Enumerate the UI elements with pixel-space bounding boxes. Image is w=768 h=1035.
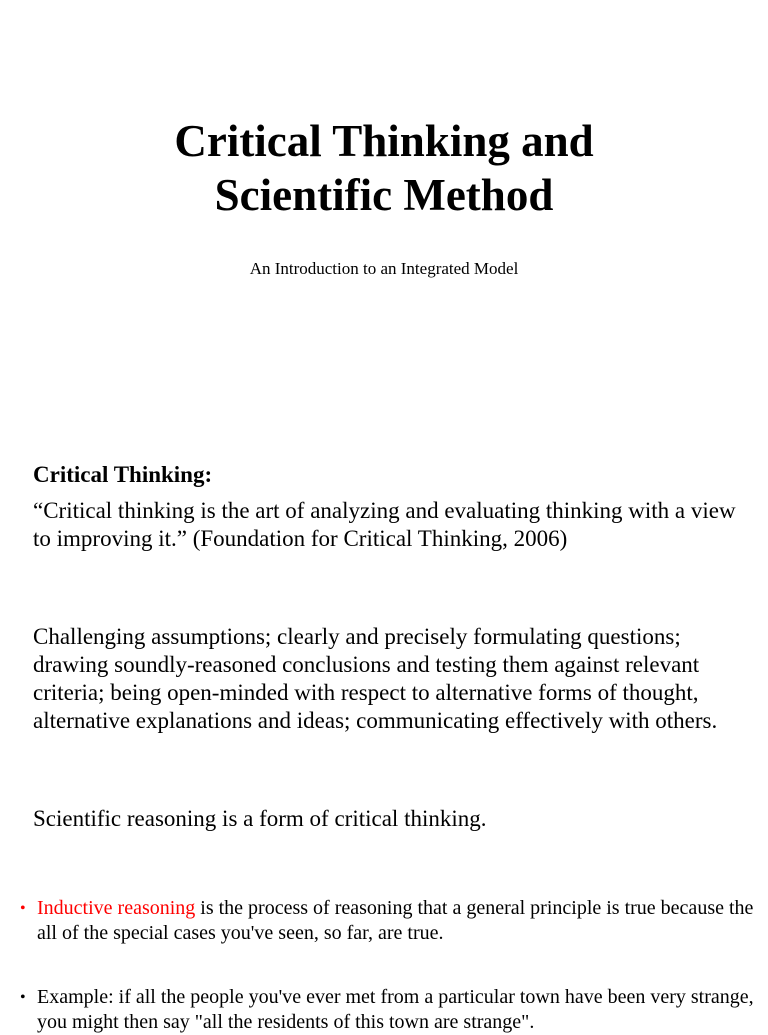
page-title <box>0 114 768 222</box>
bullet-text <box>37 896 760 946</box>
scientific-reasoning-statement: Scientific reasoning is a form of critical thinking. <box>33 806 487 831</box>
description-paragraph: Challenging assumptions; clearly and precisely formulating questions; drawing soundly-reasoned conclusions and testing them against relevant criteria; being open-minded with respect to alternative forms of thought, alternative explanations and ideas; communicating effectively with others. <box>33 624 718 733</box>
bullet-dot-icon: • <box>20 989 26 1006</box>
bullet-example <box>20 985 760 1035</box>
inductive-definition: is the process of reasoning that a general principle is true because the all of the special cases you've seen, so far, are true. <box>37 897 754 944</box>
example-text: Example: if all the people you've ever met from a particular town have been very strange, you might then say "all the residents of this town are strange". <box>37 986 754 1033</box>
title-line-2: Scientific Method <box>214 170 554 220</box>
section-heading: Critical Thinking: <box>33 462 213 487</box>
page-subtitle: An Introduction to an Integrated Model <box>249 259 519 278</box>
definition-quote: “Critical thinking is the art of analyzing and evaluating thinking with a view to improving it.” (Foundation for Critical Thinking, 2006) <box>33 498 736 551</box>
title-line-1: Critical Thinking and <box>174 116 594 166</box>
bullet-dot-icon: • <box>20 900 26 917</box>
inductive-term: Inductive reasoning <box>37 897 196 919</box>
bullet-inductive-reasoning <box>20 896 760 946</box>
